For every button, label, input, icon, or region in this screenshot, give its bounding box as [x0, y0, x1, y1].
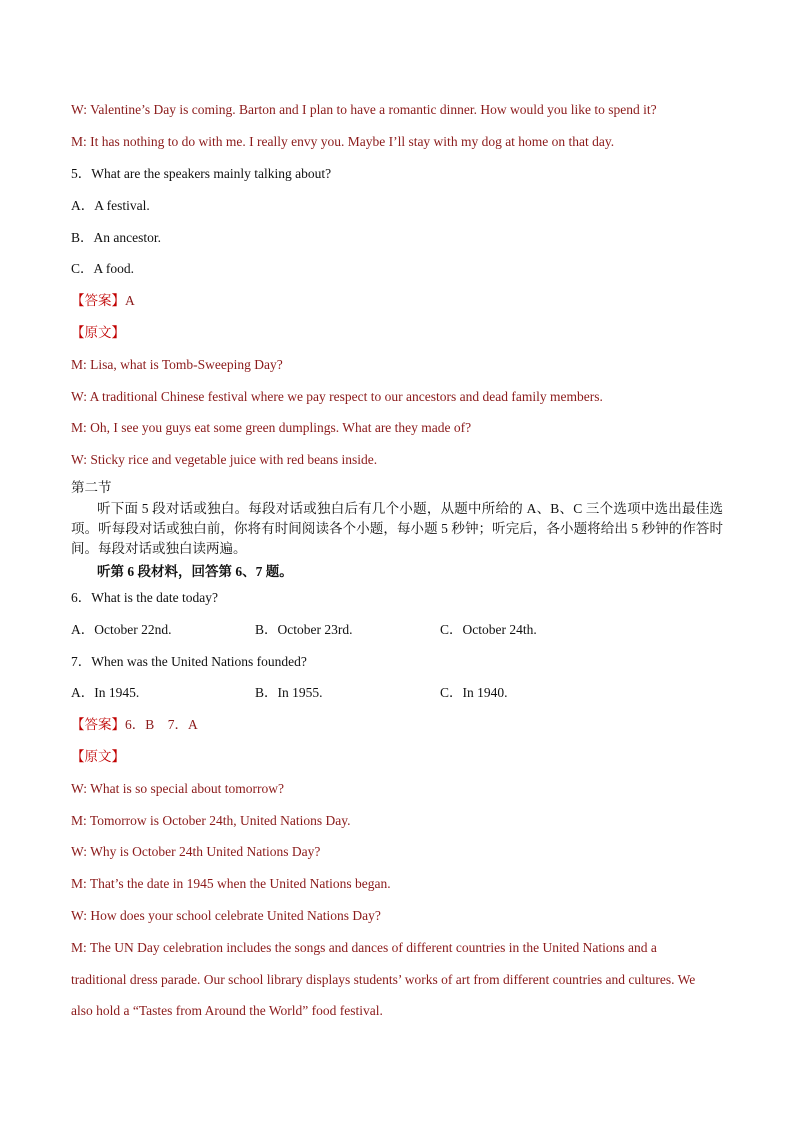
transcript-label: 【原文】 [71, 749, 125, 764]
question-5: 5．What are the speakers mainly talking about? [71, 166, 332, 181]
q6-option-a: A．October 22nd. [71, 622, 172, 637]
q7-option-c: C．In 1940. [440, 685, 508, 700]
transcript-line: M: Lisa, what is Tomb-Sweeping Day? [71, 357, 283, 372]
section-instructions: 听下面 5 段对话或独白。每段对话或独白后有几个小题，从题中所给的 A、B、C 三个选项中选出最佳选项。听每段对话或独白前，你将有时间阅读各个小题，每小题 5 秒钟；听完后，各小题将给出 5 秒钟的作答时间。每段对话或独白读两遍。 [71, 501, 723, 556]
material-heading: 听第 6 段材料，回答第 6、7 题。 [97, 564, 293, 579]
transcript-label: 【原文】 [71, 325, 125, 340]
transcript-line: M: The UN Day celebration includes the songs and dances of different countries in the United Nations and a [71, 940, 657, 955]
q5-option-c: C．A food. [71, 261, 135, 276]
q6-option-c: C．October 24th. [440, 622, 537, 637]
q67-answer [71, 716, 198, 734]
answer-label: 【答案】 [71, 717, 125, 732]
transcript-line: W: Why is October 24th United Nations Day? [71, 844, 321, 859]
question-7: 7．When was the United Nations founded? [71, 654, 307, 669]
transcript-line: W: Sticky rice and vegetable juice with red beans inside. [71, 452, 378, 467]
section-title: 第二节 [71, 480, 112, 495]
transcript-line: M: That’s the date in 1945 when the United Nations began. [71, 876, 391, 891]
transcript-line: W: A traditional Chinese festival where we pay respect to our ancestors and dead family members. [71, 389, 603, 404]
transcript-line: W: What is so special about tomorrow? [71, 781, 284, 796]
answer-label: 【答案】 [71, 293, 125, 308]
transcript-line: W: How does your school celebrate United Nations Day? [71, 908, 381, 923]
transcript-line: traditional dress parade. Our school library displays students’ works of art from different countries and cultures. We [71, 972, 696, 987]
transcript-line: M: It has nothing to do with me. I really envy you. Maybe I’ll stay with my dog at home on that day. [71, 134, 615, 149]
q7-option-b: B．In 1955. [255, 685, 323, 700]
transcript-line: M: Oh, I see you guys eat some green dumplings. What are they made of? [71, 420, 472, 435]
transcript-line: W: Valentine’s Day is coming. Barton and I plan to have a romantic dinner. How would you like to spend it? [71, 102, 657, 117]
q5-option-a: A．A festival. [71, 198, 150, 213]
q5-answer [71, 292, 135, 310]
transcript-line: M: Tomorrow is October 24th, United Nations Day. [71, 813, 351, 828]
transcript-line: also hold a “Tastes from Around the World” food festival. [71, 1003, 383, 1018]
q5-option-b: B．An ancestor. [71, 230, 161, 245]
q7-option-a: A．In 1945. [71, 685, 140, 700]
answer-value: 6．B 7．A [125, 717, 198, 732]
q6-option-b: B．October 23rd. [255, 622, 353, 637]
question-6: 6．What is the date today? [71, 590, 218, 605]
answer-value: A [125, 293, 135, 308]
